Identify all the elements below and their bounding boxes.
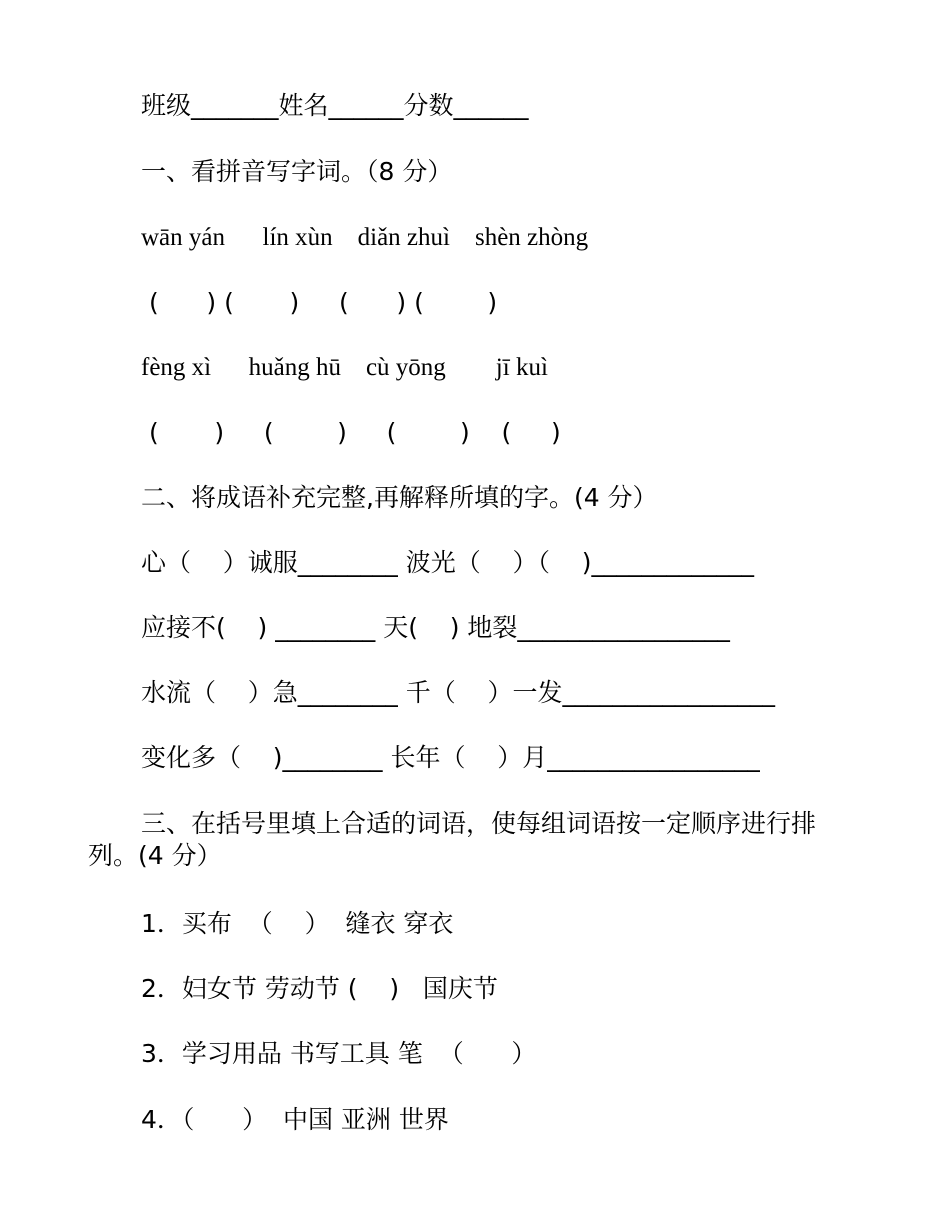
blank-row-2: ( ) ( ) ( ) ( )	[141, 418, 561, 447]
section-1-title: 一、看拼音写字词。（8 分）	[141, 157, 453, 186]
idiom-line-3: 水流（ ）急________ 千（ ）一发_________________	[141, 678, 776, 707]
blank-row-1: ( ) ( ) ( ) ( )	[141, 288, 498, 317]
section-2-title: 二、将成语补充完整,再解释所填的字。(4 分）	[141, 483, 658, 512]
pinyin-row-1: wān yán lín xùn diǎn zhuì shèn zhòng	[141, 224, 589, 251]
order-item-1: 1．买布 （ ） 缝衣 穿衣	[141, 909, 454, 938]
pinyin-row-2: fèng xì huǎng hū cù yōng jī kuì	[141, 354, 548, 381]
idiom-line-4: 变化多（ )________ 长年（ ）月_________________	[141, 743, 760, 772]
order-item-4: 4．（ ） 中国 亚洲 世界	[141, 1105, 449, 1134]
order-item-3: 3．学习用品 书写工具 笔 （ ）	[141, 1039, 537, 1068]
section-3-title	[88, 808, 868, 872]
idiom-line-2: 应接不( ) ________ 天( ) 地裂_________________	[141, 613, 730, 642]
section-3-title-line-2: 列。(4 分）	[88, 841, 222, 870]
section-3-title-line-1: 三、在括号里填上合适的词语，使每组词语按一定顺序进行排	[141, 809, 817, 838]
header-line: 班级_______姓名______分数______	[141, 91, 529, 120]
order-item-2: 2．妇女节 劳动节 ( ) 国庆节	[141, 974, 498, 1003]
idiom-line-1: 心（ ）诚服________ 波光（ ）（ )_____________	[141, 548, 755, 577]
